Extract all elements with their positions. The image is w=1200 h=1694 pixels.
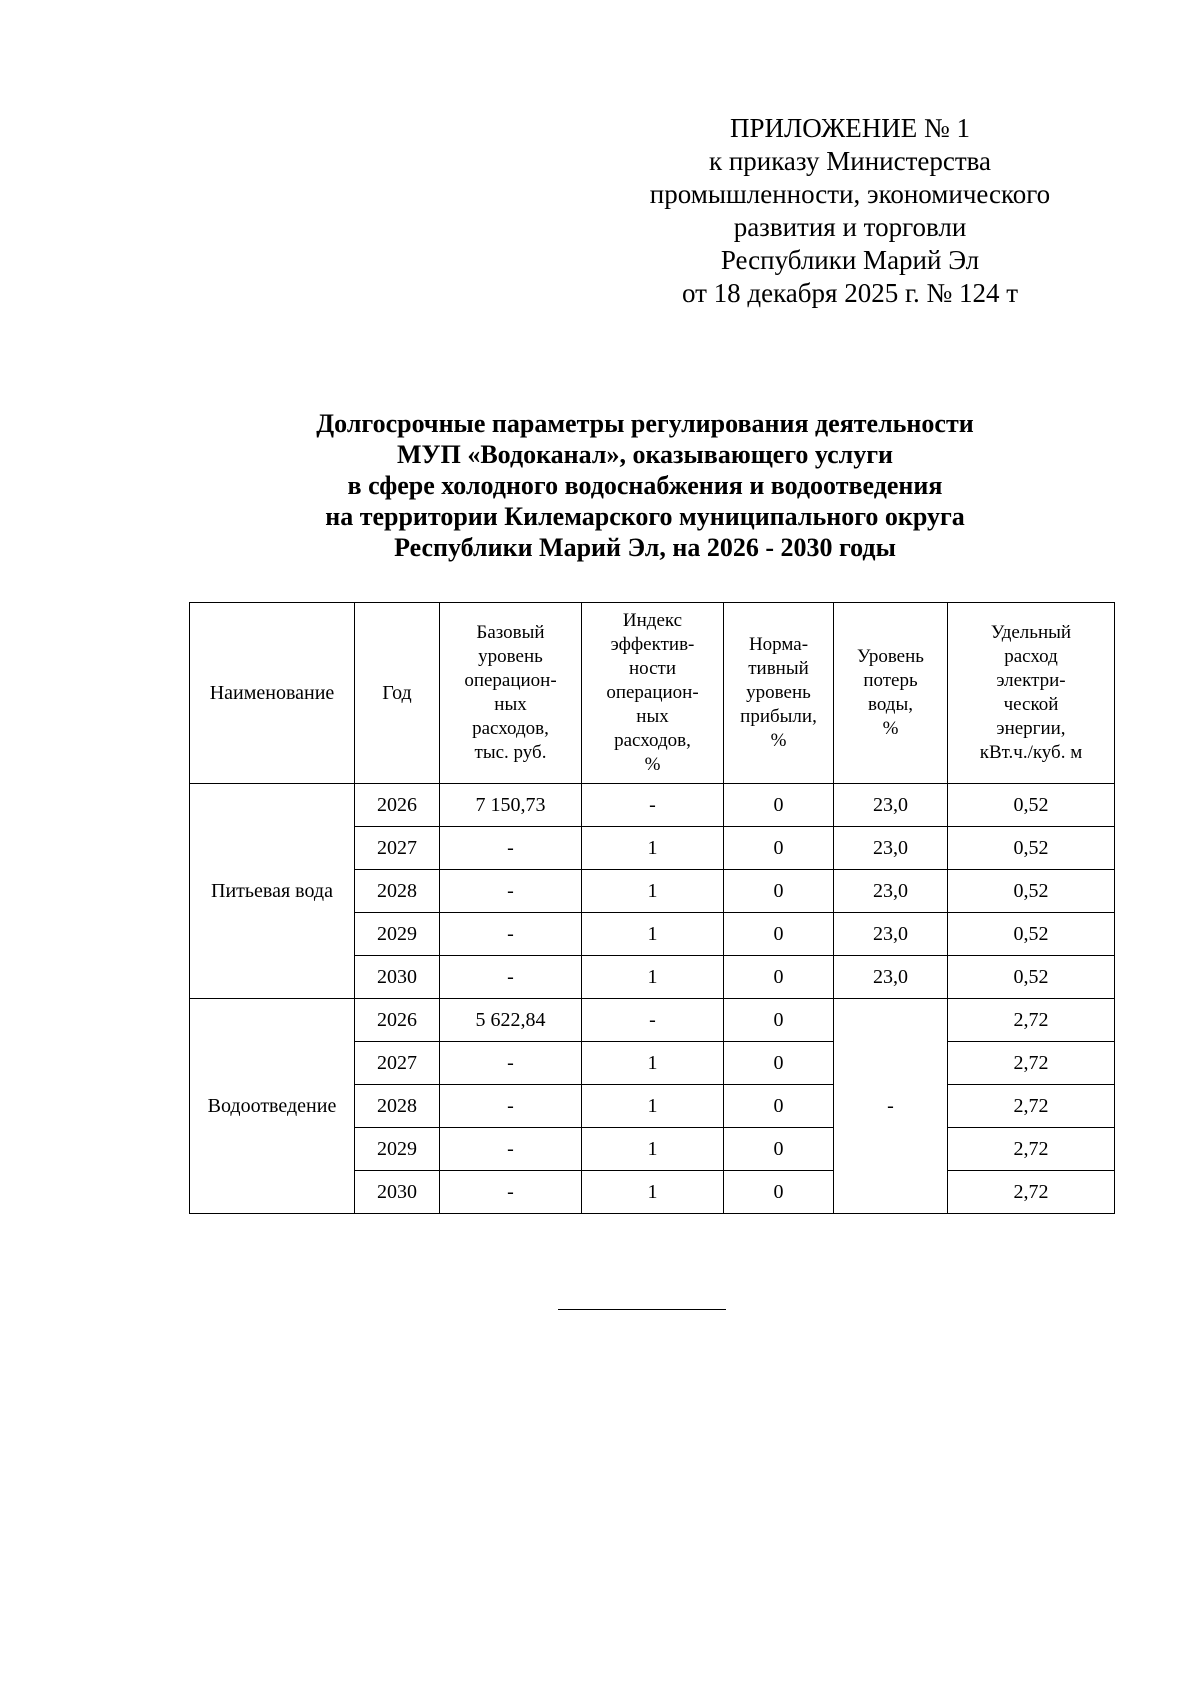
header-water-loss: Уровень потерь воды, %: [834, 603, 948, 784]
header-base-level: Базовый уровень операцион- ных расходов, тыс. руб.: [440, 603, 582, 784]
energy-cell: 0,52: [948, 784, 1115, 827]
table-row: [190, 784, 1115, 827]
appendix-line: от 18 декабря 2025 г. № 124 т: [681, 278, 1019, 308]
header-efficiency-index: Индекс эффектив- ности операцион- ных расходов, %: [582, 603, 724, 784]
energy-cell: 2,72: [948, 1085, 1115, 1128]
base-level-cell: -: [440, 956, 582, 999]
year-cell: 2028: [355, 1085, 440, 1128]
water-loss-cell: 23,0: [834, 827, 948, 870]
appendix-line: развития и торговли: [733, 212, 967, 242]
energy-cell: 2,72: [948, 999, 1115, 1042]
water-loss-cell: 23,0: [834, 784, 948, 827]
header-name: Наименование: [190, 603, 355, 784]
title-line: Долгосрочные параметры регулирования деятельности: [316, 409, 974, 438]
efficiency-index-cell: -: [582, 999, 724, 1042]
efficiency-index-cell: -: [582, 784, 724, 827]
energy-cell: 0,52: [948, 827, 1115, 870]
appendix-line: к приказу Министерства: [708, 146, 992, 176]
water-loss-cell: 23,0: [834, 913, 948, 956]
energy-cell: 2,72: [948, 1042, 1115, 1085]
energy-cell: 2,72: [948, 1128, 1115, 1171]
energy-cell: 0,52: [948, 870, 1115, 913]
base-level-cell: -: [440, 913, 582, 956]
year-cell: 2030: [355, 1171, 440, 1214]
table-row: [190, 999, 1115, 1042]
bottom-divider: [558, 1309, 726, 1310]
base-level-cell: -: [440, 1128, 582, 1171]
base-level-cell: -: [440, 1085, 582, 1128]
year-cell: 2027: [355, 1042, 440, 1085]
year-cell: 2026: [355, 784, 440, 827]
document-title: [150, 408, 1140, 563]
profit-level-cell: 0: [724, 913, 834, 956]
appendix-line: Республики Марий Эл: [720, 245, 980, 275]
base-level-cell: -: [440, 1042, 582, 1085]
appendix-block: [600, 112, 1100, 310]
year-cell: 2027: [355, 827, 440, 870]
group-name-cell: Питьевая вода: [190, 784, 355, 999]
profit-level-cell: 0: [724, 784, 834, 827]
appendix-line: ПРИЛОЖЕНИЕ № 1: [729, 113, 971, 143]
profit-level-cell: 0: [724, 1171, 834, 1214]
header-energy: Удельный расход электри- ческой энергии, кВт.ч./куб. м: [948, 603, 1115, 784]
efficiency-index-cell: 1: [582, 1171, 724, 1214]
base-level-cell: 5 622,84: [440, 999, 582, 1042]
energy-cell: 0,52: [948, 956, 1115, 999]
title-line: МУП «Водоканал», оказывающего услуги: [397, 440, 893, 469]
profit-level-cell: 0: [724, 956, 834, 999]
water-loss-cell: 23,0: [834, 870, 948, 913]
efficiency-index-cell: 1: [582, 913, 724, 956]
base-level-cell: 7 150,73: [440, 784, 582, 827]
profit-level-cell: 0: [724, 1085, 834, 1128]
base-level-cell: -: [440, 870, 582, 913]
efficiency-index-cell: 1: [582, 956, 724, 999]
base-level-cell: -: [440, 1171, 582, 1214]
title-line: Республики Марий Эл, на 2026 - 2030 годы: [394, 533, 896, 562]
year-cell: 2030: [355, 956, 440, 999]
efficiency-index-cell: 1: [582, 827, 724, 870]
parameters-table: [189, 602, 1115, 1214]
appendix-line: промышленности, экономического: [649, 179, 1051, 209]
year-cell: 2028: [355, 870, 440, 913]
profit-level-cell: 0: [724, 1128, 834, 1171]
title-line: на территории Килемарского муниципального округа: [325, 502, 965, 531]
header-year: Год: [355, 603, 440, 784]
base-level-cell: -: [440, 827, 582, 870]
profit-level-cell: 0: [724, 827, 834, 870]
water-loss-cell: -: [834, 999, 948, 1214]
table-body: [190, 784, 1115, 1214]
profit-level-cell: 0: [724, 870, 834, 913]
year-cell: 2029: [355, 1128, 440, 1171]
efficiency-index-cell: 1: [582, 1085, 724, 1128]
year-cell: 2026: [355, 999, 440, 1042]
header-profit-level: Норма- тивный уровень прибыли, %: [724, 603, 834, 784]
efficiency-index-cell: 1: [582, 1128, 724, 1171]
efficiency-index-cell: 1: [582, 1042, 724, 1085]
group-name-cell: Водоотведение: [190, 999, 355, 1214]
water-loss-cell: 23,0: [834, 956, 948, 999]
profit-level-cell: 0: [724, 999, 834, 1042]
energy-cell: 0,52: [948, 913, 1115, 956]
table-header-row: [190, 603, 1115, 784]
efficiency-index-cell: 1: [582, 870, 724, 913]
energy-cell: 2,72: [948, 1171, 1115, 1214]
year-cell: 2029: [355, 913, 440, 956]
profit-level-cell: 0: [724, 1042, 834, 1085]
title-line: в сфере холодного водоснабжения и водоотведения: [347, 471, 943, 500]
